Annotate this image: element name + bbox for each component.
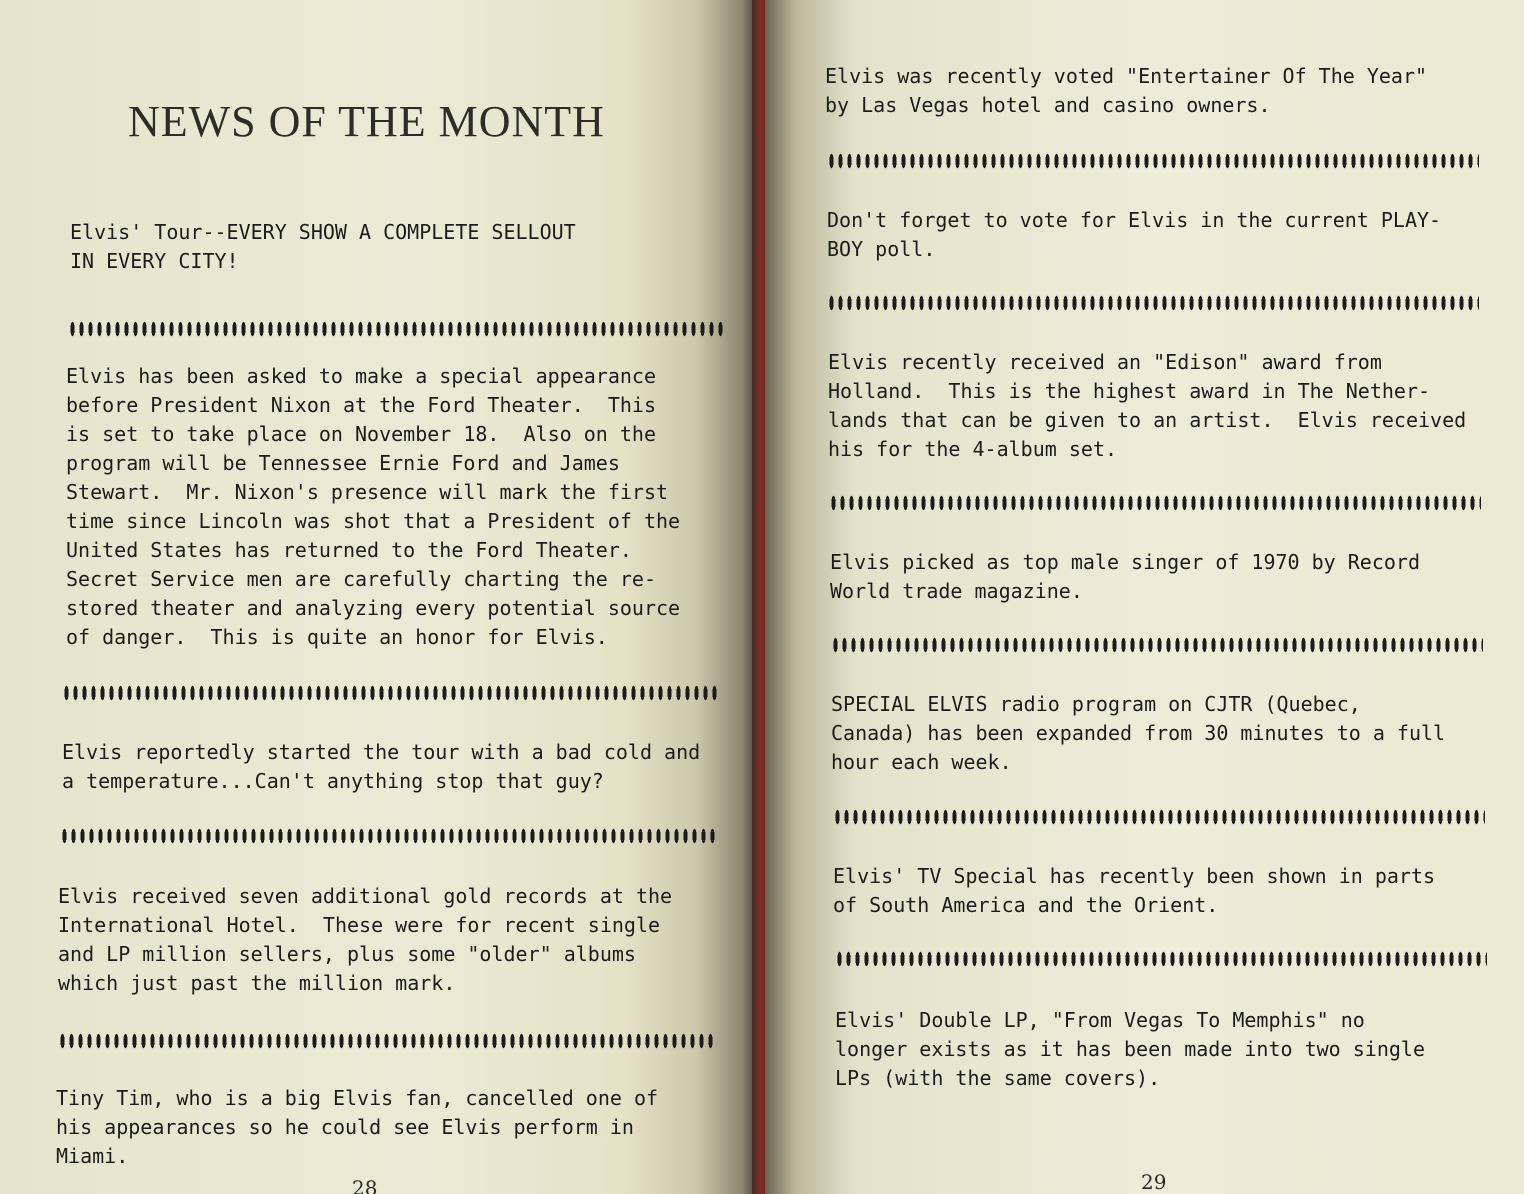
- news-item-top-male-singer: Elvis picked as top male singer of 1970 by Record World trade magazine.: [830, 550, 1421, 603]
- ornamental-divider: [60, 825, 715, 847]
- ornamental-divider: [829, 492, 1481, 514]
- news-item-double-lp: Elvis' Double LP, "From Vegas To Memphis" no longer exists as it has been made into two single LPs (with the same covers).: [835, 1008, 1426, 1090]
- news-item-nixon: Elvis has been asked to make a special appearance before President Nixon at the Ford Theater. This is set to take place on November 18. Also on the program will be Tennessee Ernie Ford and James Stewart. Mr. Nixon's presence will mark the first time since Lincoln was shot that a President of the United States has returned to the Ford Theater. Secret Service men are carefully charting the re- stored theater and analyzing every potential source of danger. This is quite an honor for Elvis.: [66, 364, 681, 649]
- right-page: [765, 0, 1524, 1194]
- news-item-cold: Elvis reportedly started the tour with a bad cold and a temperature...Can't anything stop that guy?: [62, 740, 701, 793]
- news-item-playboy-poll: Don't forget to vote for Elvis in the current PLAY- BOY poll.: [827, 208, 1442, 261]
- news-item-edison-award: Elvis recently received an "Edison" award from Holland. This is the highest award in The Nether- lands that can be given to an artist. Elvis received his for the 4-album set.: [828, 350, 1467, 461]
- left-page: [0, 0, 757, 1194]
- news-item-radio-program: SPECIAL ELVIS radio program on CJTR (Quebec, Canada) has been expanded from 30 minutes to a full hour each week.: [831, 692, 1446, 774]
- news-item-tiny-tim: Tiny Tim, who is a big Elvis fan, cancelled one of his appearances so he could see Elvis perform in Miami.: [56, 1086, 659, 1168]
- ornamental-divider: [62, 682, 717, 704]
- ornamental-divider: [833, 806, 1485, 828]
- ornamental-divider: [835, 948, 1487, 970]
- ornamental-divider: [58, 1030, 713, 1052]
- ornamental-divider: [68, 318, 723, 340]
- page-number-right: 29: [1141, 1170, 1167, 1194]
- news-item-entertainer: Elvis was recently voted "Entertainer Of The Year" by Las Vegas hotel and casino owners.: [825, 64, 1428, 117]
- news-item-tour: Elvis' Tour--EVERY SHOW A COMPLETE SELLOUT IN EVERY CITY!: [70, 220, 576, 273]
- page-number-left: 28: [352, 1176, 378, 1194]
- page-title: NEWS OF THE MONTH: [128, 97, 605, 146]
- news-item-tv-special: Elvis' TV Special has recently been shown in parts of South America and the Orient.: [833, 864, 1436, 917]
- ornamental-divider: [827, 292, 1479, 314]
- news-item-gold-records: Elvis received seven additional gold records at the International Hotel. These were for recent single and LP million sellers, plus some "older" albums which just past the million mark.: [58, 884, 673, 995]
- ornamental-divider: [827, 150, 1479, 172]
- ornamental-divider: [831, 634, 1483, 656]
